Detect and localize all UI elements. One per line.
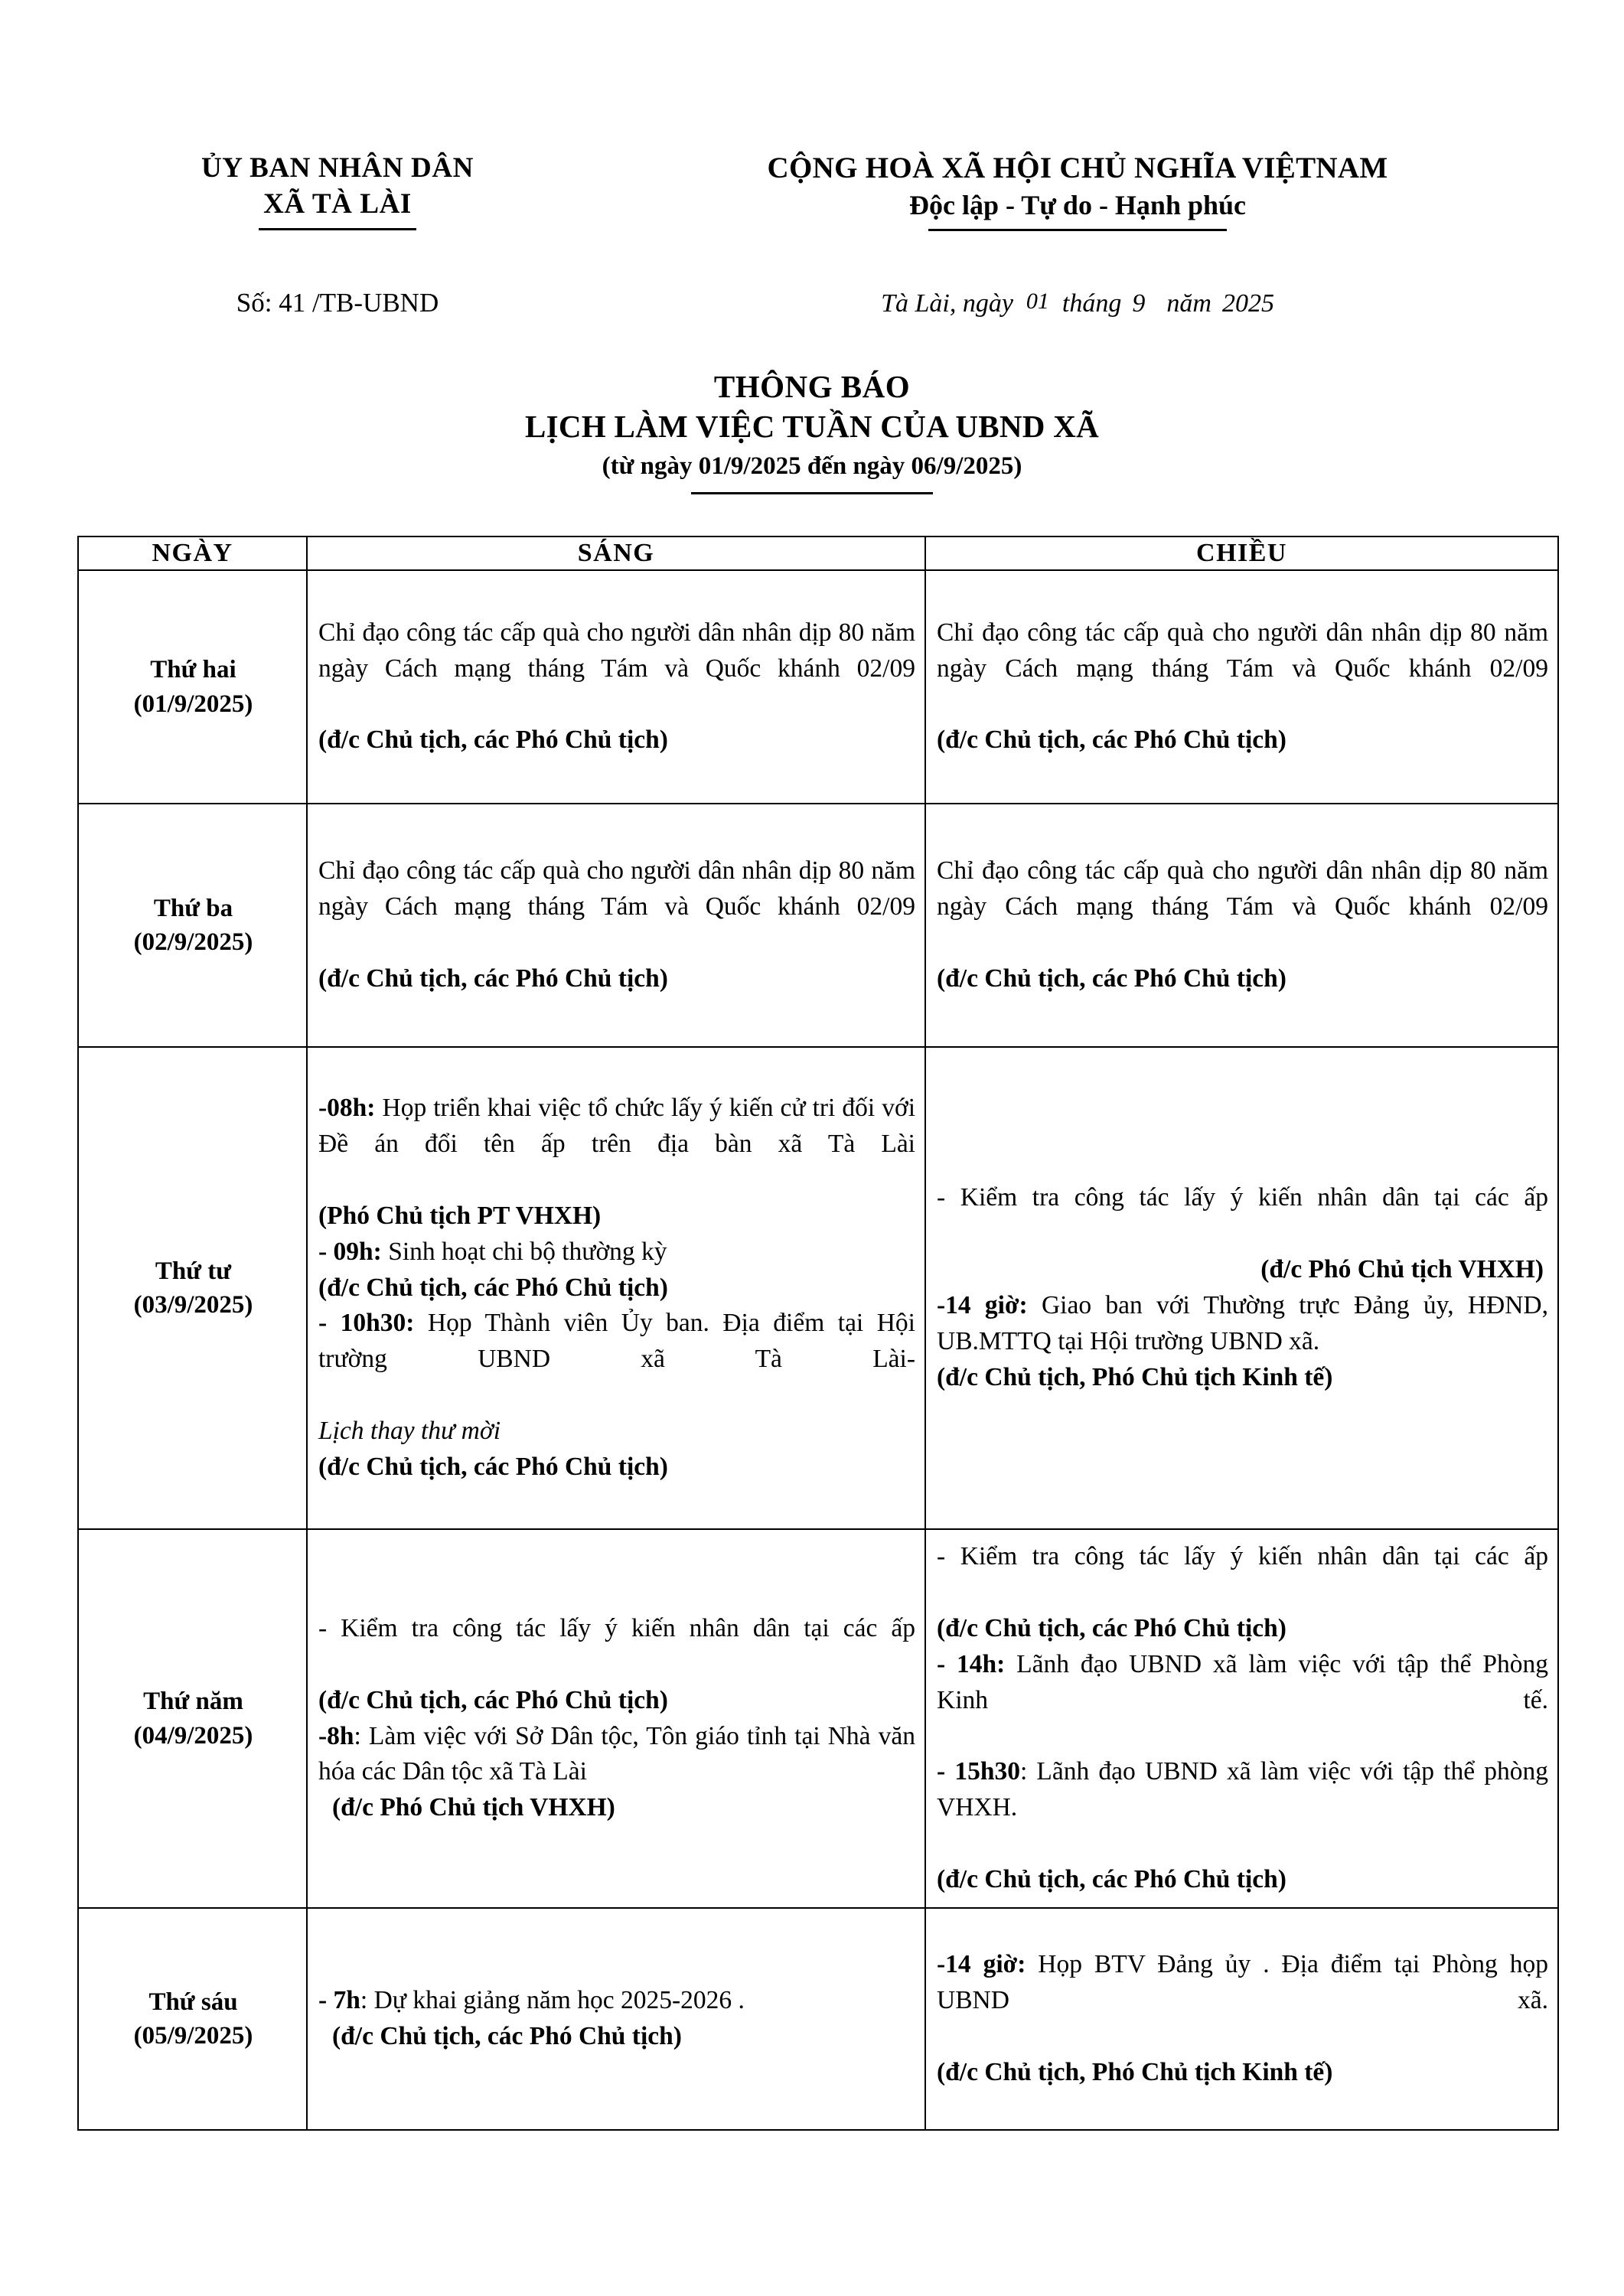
day-date: (03/9/2025) bbox=[133, 1291, 253, 1319]
document-title-block bbox=[0, 367, 1624, 494]
schedule-entry-line bbox=[937, 1539, 1548, 1611]
entry-text: (đ/c Phó Chủ tịch VHXH) bbox=[1260, 1255, 1544, 1284]
day-name: Thứ hai bbox=[150, 656, 236, 684]
entry-text: : Dự khai giảng năm học 2025-2026 . bbox=[360, 1986, 745, 2015]
table-header bbox=[78, 536, 1558, 570]
entry-time-prefix: - 09h: bbox=[318, 1237, 382, 1266]
column-header-day: NGÀY bbox=[78, 536, 307, 570]
entry-time-prefix: -8h bbox=[318, 1721, 354, 1750]
entry-text: Họp triển khai việc tổ chức lấy ý kiến cử tri đối với Đề án đổi tên ấp trên địa bàn xã Tà Lài bbox=[318, 1094, 915, 1158]
day-name: Thứ tư bbox=[155, 1257, 232, 1285]
day-label-cell bbox=[78, 1908, 307, 2130]
schedule-entry-line bbox=[937, 1288, 1548, 1360]
schedule-entry-line bbox=[937, 1862, 1548, 1898]
entry-text: Chỉ đạo công tác cấp quà cho người dân nhân dịp 80 năm ngày Cách mạng tháng Tám và Quốc khánh 02/09 bbox=[318, 618, 915, 683]
date-month-value: 9 bbox=[1132, 289, 1146, 318]
day-date: (04/9/2025) bbox=[133, 1721, 253, 1750]
entry-text: (đ/c Chủ tịch, Phó Chủ tịch Kinh tế) bbox=[937, 2057, 1333, 2086]
schedule-entry-line bbox=[318, 1414, 915, 1450]
motto-underline bbox=[928, 229, 1227, 231]
national-motto: Độc lập - Tự do - Hạnh phúc bbox=[908, 189, 1247, 220]
schedule-entry-line bbox=[318, 1091, 915, 1199]
entry-time-prefix: - 7h bbox=[318, 1986, 360, 2015]
schedule-entry-line bbox=[937, 961, 1548, 997]
entry-text: - Kiểm tra công tác lấy ý kiến nhân dân tại các ấp bbox=[937, 1183, 1548, 1212]
title-underline bbox=[691, 492, 933, 494]
entry-text: : Lãnh đạo UBND xã làm việc với tập thể phòng VHXH. bbox=[937, 1757, 1548, 1822]
schedule-entry-line bbox=[937, 1647, 1548, 1755]
entry-time-prefix: - 15h30 bbox=[937, 1757, 1020, 1786]
schedule-entry-line bbox=[937, 1754, 1548, 1862]
entry-text: Sinh hoạt chi bộ thường kỳ bbox=[381, 1237, 667, 1266]
date-day-value: 01 bbox=[1026, 289, 1049, 314]
entry-text: (đ/c Chủ tịch, các Phó Chủ tịch) bbox=[937, 1613, 1286, 1642]
entry-text: Chỉ đạo công tác cấp quà cho người dân nhân dịp 80 năm ngày Cách mạng tháng Tám và Quốc khánh 02/09 bbox=[937, 618, 1548, 683]
schedule-entry-line bbox=[937, 1947, 1548, 2055]
schedule-entry-line bbox=[318, 2019, 915, 2055]
afternoon-schedule-cell bbox=[925, 1047, 1558, 1529]
day-label-cell bbox=[78, 570, 307, 804]
national-heading-block bbox=[598, 150, 1557, 231]
column-header-afternoon: CHIỀU bbox=[925, 536, 1558, 570]
table-row bbox=[78, 1047, 1558, 1529]
schedule-entry-line bbox=[318, 961, 915, 997]
document-number: Số: 41 /TB-UBND bbox=[236, 288, 439, 318]
year-label: năm bbox=[1166, 289, 1211, 318]
afternoon-schedule-cell bbox=[925, 1908, 1558, 2130]
table-row bbox=[78, 804, 1558, 1047]
date-range-block bbox=[602, 450, 1022, 494]
schedule-entry-line bbox=[937, 1611, 1548, 1647]
entry-text: (đ/c Chủ tịch, các Phó Chủ tịch) bbox=[332, 2022, 682, 2050]
schedule-entry-line bbox=[318, 1234, 915, 1270]
entry-text: (đ/c Chủ tịch, các Phó Chủ tịch) bbox=[318, 726, 668, 755]
document-subject-title: LỊCH LÀM VIỆC TUẦN CỦA UBND XÃ bbox=[524, 409, 1100, 445]
document-type-title: THÔNG BÁO bbox=[713, 369, 911, 404]
issuing-authority-line-1: ỦY BAN NHÂN DÂN bbox=[201, 152, 474, 184]
masthead bbox=[77, 150, 1557, 231]
day-name: Thứ năm bbox=[143, 1688, 243, 1716]
day-label-cell bbox=[78, 1529, 307, 1908]
morning-schedule-cell bbox=[307, 804, 925, 1047]
schedule-entry-line bbox=[318, 1306, 915, 1414]
schedule-entry-line bbox=[318, 1450, 915, 1486]
day-label-cell bbox=[78, 804, 307, 1047]
day-date: (02/9/2025) bbox=[133, 928, 253, 956]
entry-text: : Làm việc với Sở Dân tộc, Tôn giáo tỉnh tại Nhà văn hóa các Dân tộc xã Tà Lài bbox=[318, 1721, 915, 1786]
entry-text: - Kiểm tra công tác lấy ý kiến nhân dân tại các ấp bbox=[318, 1613, 915, 1642]
afternoon-schedule-cell bbox=[925, 570, 1558, 804]
entry-text: Họp BTV Đảng ủy . Địa điểm tại Phòng họp UBND xã. bbox=[937, 1950, 1548, 2015]
table-row bbox=[78, 1908, 1558, 2130]
entry-text: (đ/c Chủ tịch, Phó Chủ tịch Kinh tế) bbox=[937, 1362, 1333, 1391]
schedule-entry-line bbox=[318, 1270, 915, 1306]
entry-text: Họp Thành viên Ủy ban. Địa điểm tại Hội trường UBND xã Tà Lài- bbox=[318, 1309, 915, 1374]
entry-text: (đ/c Phó Chủ tịch VHXH) bbox=[332, 1793, 615, 1822]
entry-text: (đ/c Chủ tịch, các Phó Chủ tịch) bbox=[318, 1685, 668, 1714]
column-header-morning: SÁNG bbox=[307, 536, 925, 570]
entry-time-prefix: -14 giờ: bbox=[937, 1291, 1028, 1319]
schedule-entry-line bbox=[937, 1360, 1548, 1396]
national-title: CỘNG HOÀ XÃ HỘI CHỦ NGHĨA VIỆTNAM bbox=[767, 152, 1388, 184]
date-range-text: (từ ngày 01/9/2025 đến ngày 06/9/2025) bbox=[602, 452, 1022, 481]
afternoon-schedule-cell bbox=[925, 804, 1558, 1047]
schedule-entry-line bbox=[318, 1683, 915, 1719]
weekly-schedule-table bbox=[77, 536, 1559, 2131]
morning-schedule-cell bbox=[307, 1047, 925, 1529]
issuing-authority-line-2: XÃ TÀ LÀI bbox=[263, 188, 412, 220]
entry-text: Giao ban với Thường trực Đảng ủy, HĐND, UB.MTTQ tại Hội trường UBND xã. bbox=[937, 1291, 1549, 1355]
day-date: (01/9/2025) bbox=[133, 690, 253, 718]
entry-text: - Kiểm tra công tác lấy ý kiến nhân dân tại các ấp bbox=[937, 1542, 1548, 1571]
entry-text: (đ/c Chủ tịch, các Phó Chủ tịch) bbox=[318, 964, 668, 993]
schedule-entry-line bbox=[937, 722, 1548, 758]
table-body bbox=[78, 570, 1558, 2130]
entry-text: (đ/c Chủ tịch, các Phó Chủ tịch) bbox=[318, 1453, 668, 1481]
schedule-entry-line bbox=[937, 1180, 1548, 1252]
schedule-entry-line bbox=[318, 615, 915, 723]
date-year-value: 2025 bbox=[1221, 289, 1274, 318]
schedule-entry-line bbox=[318, 722, 915, 758]
table-row bbox=[78, 570, 1558, 804]
entry-text: (đ/c Chủ tịch, các Phó Chủ tịch) bbox=[937, 726, 1286, 755]
schedule-entry-line bbox=[937, 853, 1548, 961]
reference-row bbox=[77, 288, 1557, 318]
day-label-cell bbox=[78, 1047, 307, 1529]
entry-text: (Phó Chủ tịch PT VHXH) bbox=[318, 1201, 602, 1230]
table-header-row bbox=[78, 536, 1558, 570]
day-name: Thứ ba bbox=[153, 894, 233, 922]
entry-text: (đ/c Chủ tịch, các Phó Chủ tịch) bbox=[937, 1865, 1286, 1894]
month-label: tháng bbox=[1061, 289, 1122, 318]
schedule-entry-line bbox=[937, 1252, 1548, 1288]
morning-schedule-cell bbox=[307, 570, 925, 804]
schedule-entry-line bbox=[318, 1199, 915, 1234]
place-date-prefix: Tà Lài, ngày bbox=[881, 289, 1013, 318]
schedule-entry-line bbox=[318, 1983, 915, 2019]
entry-text: (đ/c Chủ tịch, các Phó Chủ tịch) bbox=[937, 964, 1286, 993]
entry-time-prefix: -14 giờ: bbox=[937, 1950, 1026, 1979]
morning-schedule-cell bbox=[307, 1529, 925, 1908]
entry-text: (đ/c Chủ tịch, các Phó Chủ tịch) bbox=[318, 1273, 668, 1302]
issuing-authority-block bbox=[77, 150, 598, 230]
afternoon-schedule-cell bbox=[925, 1529, 1558, 1908]
entry-time-prefix: - 14h: bbox=[937, 1649, 1006, 1678]
day-date: (05/9/2025) bbox=[133, 2022, 253, 2050]
schedule-entry-line bbox=[318, 1719, 915, 1791]
schedule-entry-line bbox=[318, 1790, 915, 1826]
day-name: Thứ sáu bbox=[148, 1988, 238, 2016]
entry-time-prefix: -08h: bbox=[318, 1094, 376, 1123]
entry-text: Lịch thay thư mời bbox=[318, 1417, 501, 1446]
entry-text: Chỉ đạo công tác cấp quà cho người dân nhân dịp 80 năm ngày Cách mạng tháng Tám và Quốc khánh 02/09 bbox=[937, 856, 1548, 921]
entry-time-prefix: - 10h30: bbox=[318, 1309, 415, 1338]
schedule-entry-line bbox=[318, 1611, 915, 1683]
schedule-entry-line bbox=[318, 853, 915, 961]
place-and-date bbox=[598, 289, 1557, 318]
table-row bbox=[78, 1529, 1558, 1908]
schedule-entry-line bbox=[937, 615, 1548, 723]
entry-text: Chỉ đạo công tác cấp quà cho người dân nhân dịp 80 năm ngày Cách mạng tháng Tám và Quốc khánh 02/09 bbox=[318, 856, 915, 921]
morning-schedule-cell bbox=[307, 1908, 925, 2130]
authority-underline bbox=[259, 228, 416, 230]
schedule-entry-line bbox=[937, 2055, 1548, 2091]
entry-text: Lãnh đạo UBND xã làm việc với tập thể Phòng Kinh tế. bbox=[937, 1649, 1548, 1714]
